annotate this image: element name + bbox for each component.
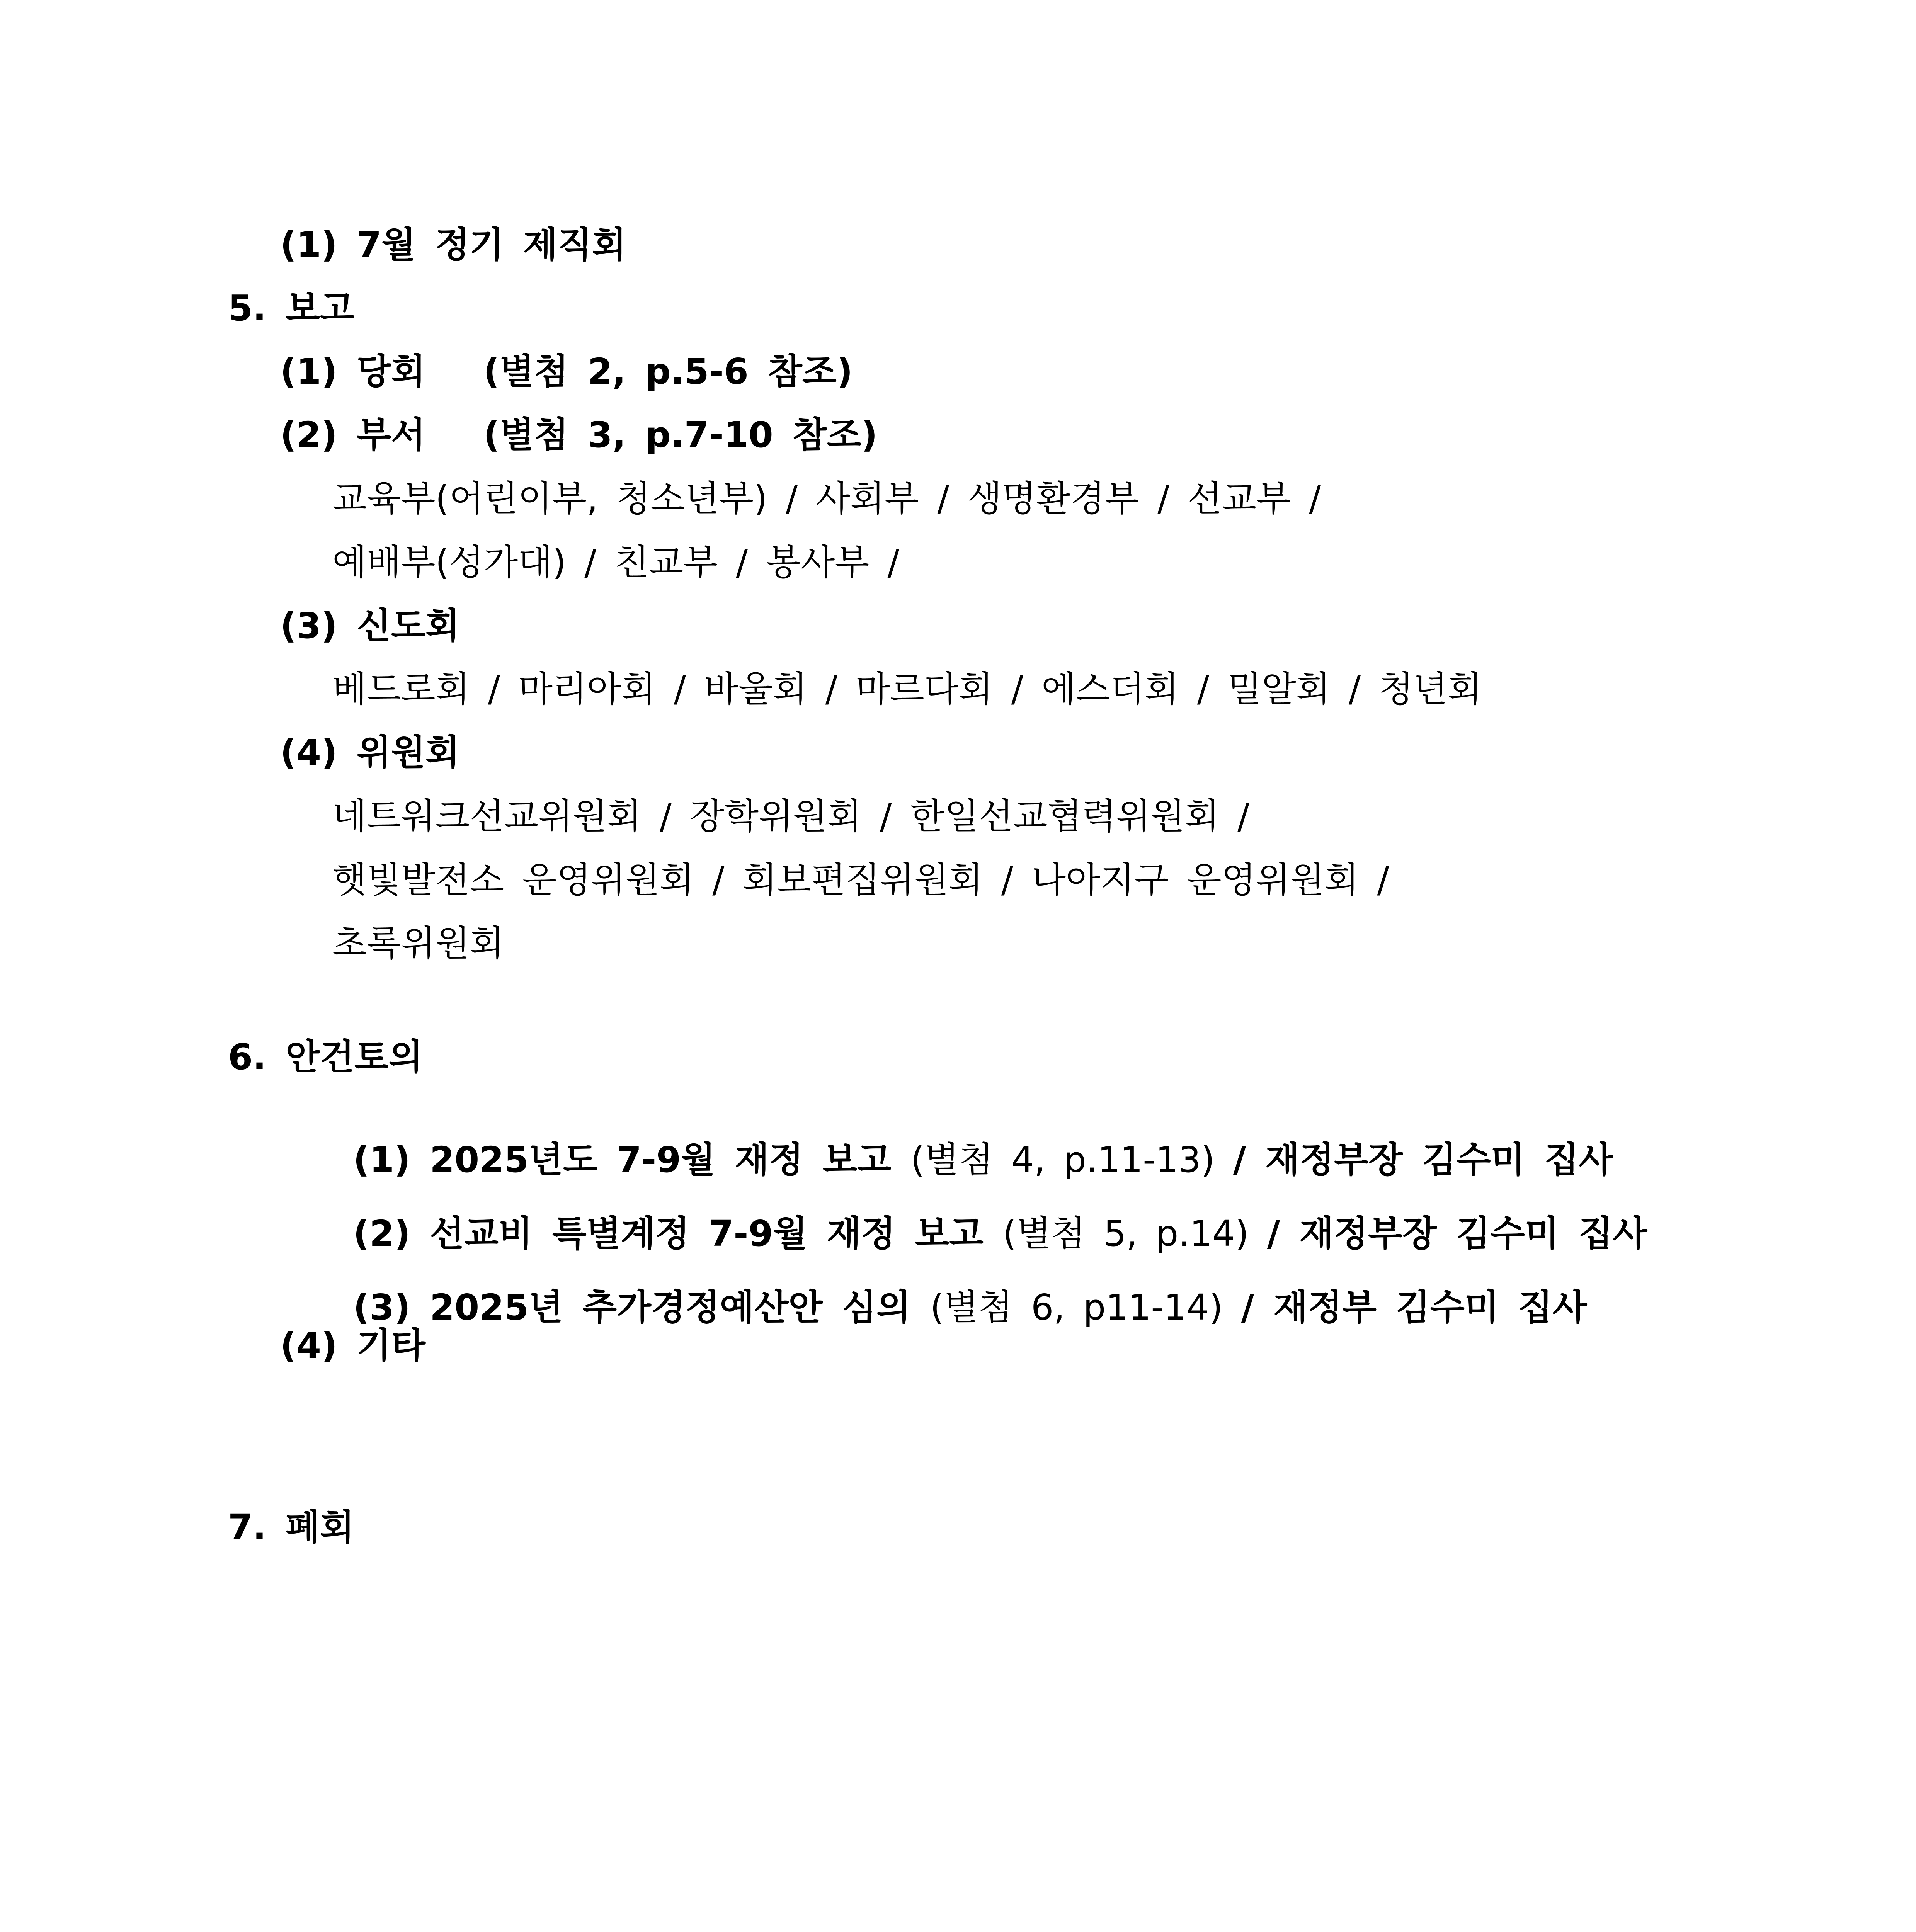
report-item-4: (4) 위원회 (280, 732, 460, 773)
agenda-item-3-presenter: / 재정부 김수미 집사 (1241, 1287, 1587, 1328)
report-item-2-departments-line-2: 예배부(성가대) / 친교부 / 봉사부 / (332, 542, 900, 583)
section-6-heading: 6. 안건토의 (228, 1036, 423, 1078)
report-item-4-committees-line-3: 초록위원회 (332, 923, 504, 964)
agenda-item-3-reference: (별첨 6, p11-14) (930, 1287, 1241, 1328)
report-item-1: (1) 당회 (별첨 2, p.5-6 참조) (280, 351, 853, 392)
agenda-item-1-presenter: / 재정부장 김수미 집사 (1233, 1139, 1613, 1180)
report-item-4-committees-line-2: 햇빛발전소 운영위원회 / 회보편집위원회 / 나아지구 운영위원회 / (332, 859, 1389, 901)
report-item-2-departments-line-1: 교육부(어린이부, 청소년부) / 사회부 / 생명환경부 / 선교부 / (332, 478, 1321, 519)
report-item-4-committees-line-1: 네트워크선교위원회 / 장학위원회 / 한일선교협력위원회 / (332, 796, 1250, 837)
agenda-item-4: (4) 기타 (280, 1325, 425, 1366)
agenda-item-3-title: (3) 2025년 추가경정예산안 심의 (353, 1287, 930, 1328)
agenda-item-3 (280, 1254, 1587, 1361)
agenda-item-2-reference: (별첨 5, p.14) (1002, 1213, 1267, 1254)
report-item-3-groups: 베드로회 / 마리아회 / 바울회 / 마르다회 / 에스더회 / 밀알회 / 청년회 (332, 668, 1482, 710)
agenda-item-1-title: (1) 2025년도 7-9월 재정 보고 (353, 1139, 911, 1180)
report-item-2: (2) 부서 (별첨 3, p.7-10 참조) (280, 414, 878, 456)
agenda-item-2-presenter: / 재정부장 김수미 집사 (1267, 1213, 1647, 1254)
section-7-heading: 7. 폐회 (228, 1507, 354, 1548)
meeting-item-july: (1) 7월 정기 제직회 (280, 224, 626, 265)
report-item-3: (3) 신도회 (280, 605, 460, 646)
section-5-heading: 5. 보고 (228, 287, 354, 329)
agenda-item-2-title: (2) 선교비 특별계정 7-9월 재정 보고 (353, 1213, 1003, 1254)
agenda-item-1-reference: (별첨 4, p.11-13) (910, 1139, 1233, 1180)
